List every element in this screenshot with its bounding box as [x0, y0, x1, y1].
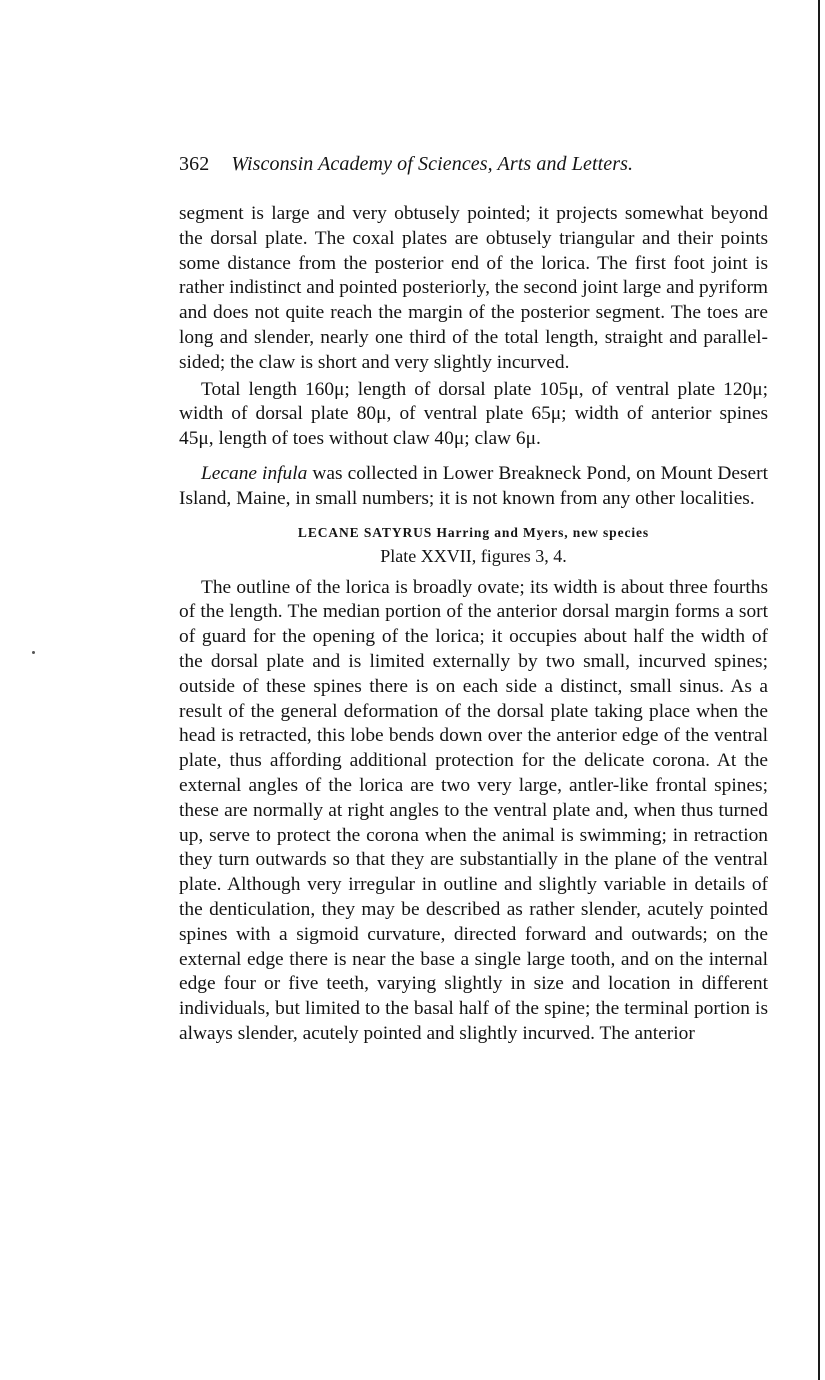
species-name: Lecane infula [201, 462, 308, 484]
scan-speck [32, 651, 35, 654]
locality-text: was collected in Lower Breakneck Pond, on Mount Desert Island, Maine, in small numbers; it is not known from any other localities. [179, 462, 768, 509]
paragraph-continuation: segment is large and very obtusely pointed; it projects somewhat beyond the dorsal plate. The coxal plates are obtusely triangular and their points some distance from the posterior end of the lorica. The first foot joint is rather indistinct and pointed posteriorly, the second joint large and pyriform and does not quite reach the margin of the posterior segment. The toes are long and slender, nearly one third of the total length, straight and parallel-sided; the claw is short and very slightly incurved. [179, 203, 768, 373]
body-text [179, 202, 768, 1047]
running-title: Wisconsin Academy of Sciences, Arts and Letters. [231, 153, 634, 175]
paragraph-locality [179, 462, 768, 512]
paragraph-description: The outline of the lorica is broadly ovate; its width is about three fourths of the length. The median portion of the anterior dorsal margin forms a sort of guard for the opening of the lorica; it occupies about half the width of the dorsal plate and is limited externally by two small, incurved spines; outside of these spines there is on each side a distinct, small sinus. As a result of the general deformation of the dorsal plate taking place when the head is retracted, this lobe bends down over the anterior edge of the ventral plate, thus affording additional protection for the delicate corona. At the external angles of the lorica are two very large, antler-like frontal spines; these are normally at right angles to the ventral plate and, when thus turned up, serve to protect the corona when the animal is swimming; in retraction they turn outwards so that they are substantially in the plane of the ventral plate. Although very irregular in outline and slightly variable in details of the denticulation, they may be described as rather slender, acutely pointed spines with a sigmoid curvature, directed forward and outwards; on the external edge there is near the base a single large tooth, and on the internal edge four or five teeth, varying slightly in size and location in different individuals, but limited to the basal half of the spine; the terminal portion is always slender, acutely pointed and slightly incurved. The anterior [179, 576, 768, 1044]
page-number: 362 [179, 153, 210, 175]
paragraph-measurements: Total length 160μ; length of dorsal plate 105μ, of ventral plate 120μ; width of dorsal plate 80μ, of ventral plate 65μ; width of anterior spines 45μ, length of toes without claw 40μ; claw 6μ. [179, 378, 768, 450]
plate-reference: Plate XXVII, figures 3, 4. [380, 545, 567, 566]
page-header [179, 150, 633, 178]
species-heading: LECANE SATYRUS Harring and Myers, new species [297, 524, 650, 540]
